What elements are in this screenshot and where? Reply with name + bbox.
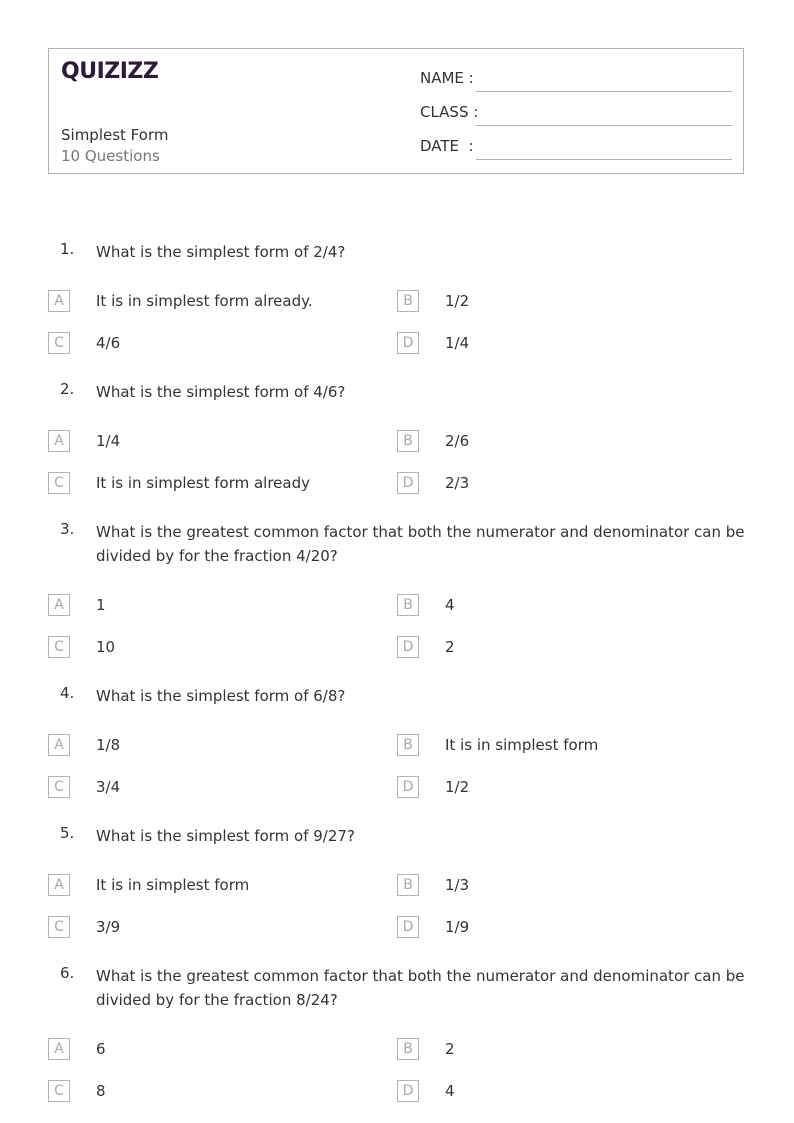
option-text: It is in simplest form already. xyxy=(96,292,313,310)
option-letter-box: A xyxy=(48,1038,70,1060)
option-letter-box: B xyxy=(397,1038,419,1060)
option-text: 8 xyxy=(96,1082,106,1100)
worksheet-title: Simplest Form xyxy=(61,126,169,144)
option-text: 3/9 xyxy=(96,918,121,936)
option-letter-box: C xyxy=(48,472,70,494)
option-text: 1 xyxy=(96,596,106,614)
option-letter-box: D xyxy=(397,1080,419,1102)
option-text: It is in simplest form xyxy=(445,736,599,754)
option-letter-box: D xyxy=(397,332,419,354)
option-text: 6 xyxy=(96,1040,106,1058)
quizizz-logo: QUIZIZZ xyxy=(61,59,159,84)
option-letter-box: C xyxy=(48,332,70,354)
question-number: 5. xyxy=(60,824,75,842)
date-label: DATE : xyxy=(420,137,474,155)
option-text: 2/6 xyxy=(445,432,470,450)
option-letter-box: C xyxy=(48,776,70,798)
option-text: 10 xyxy=(96,638,116,656)
option-letter-box: C xyxy=(48,1080,70,1102)
date-field[interactable] xyxy=(420,137,732,161)
option-letter-box: D xyxy=(397,636,419,658)
name-line xyxy=(476,91,732,92)
question-count: 10 Questions xyxy=(61,147,160,165)
option-letter-box: B xyxy=(397,874,419,896)
question-number: 2. xyxy=(60,380,75,398)
class-field[interactable] xyxy=(420,103,732,127)
question-text: What is the simplest form of 2/4? xyxy=(96,243,346,261)
option-letter-box: D xyxy=(397,472,419,494)
worksheet-header xyxy=(48,48,744,174)
option-letter-box: A xyxy=(48,874,70,896)
option-text: 4/6 xyxy=(96,334,121,352)
option-text: 1/2 xyxy=(445,292,470,310)
option-text: It is in simplest form already xyxy=(96,474,310,492)
option-letter-box: C xyxy=(48,916,70,938)
option-text: 3/4 xyxy=(96,778,121,796)
class-line xyxy=(476,125,732,126)
question-text: What is the simplest form of 4/6? xyxy=(96,383,346,401)
option-letter-box: A xyxy=(48,734,70,756)
option-letter-box: B xyxy=(397,290,419,312)
option-letter-box: B xyxy=(397,734,419,756)
option-text: 1/4 xyxy=(445,334,470,352)
question-number: 1. xyxy=(60,240,75,258)
option-letter-box: D xyxy=(397,916,419,938)
option-letter-box: B xyxy=(397,430,419,452)
option-text: 2 xyxy=(445,1040,455,1058)
option-letter-box: A xyxy=(48,430,70,452)
date-line xyxy=(476,159,732,160)
option-letter-box: A xyxy=(48,290,70,312)
question-text: What is the simplest form of 9/27? xyxy=(96,827,355,845)
option-text: 1/4 xyxy=(96,432,121,450)
option-letter-box: C xyxy=(48,636,70,658)
class-label: CLASS : xyxy=(420,103,479,121)
question-number: 4. xyxy=(60,684,75,702)
option-text: 2 xyxy=(445,638,455,656)
question-number: 3. xyxy=(60,520,75,538)
option-text: 1/8 xyxy=(96,736,121,754)
option-text: 4 xyxy=(445,1082,455,1100)
option-letter-box: B xyxy=(397,594,419,616)
question-number: 6. xyxy=(60,964,75,982)
option-letter-box: A xyxy=(48,594,70,616)
option-text: 1/9 xyxy=(445,918,470,936)
question-text: What is the greatest common factor that both the numerator and denominator can be divided by for the fraction 8/24? xyxy=(96,967,745,1009)
name-label: NAME : xyxy=(420,69,474,87)
option-text: 2/3 xyxy=(445,474,470,492)
option-text: 1/2 xyxy=(445,778,470,796)
option-letter-box: D xyxy=(397,776,419,798)
name-field[interactable] xyxy=(420,69,732,93)
option-text: It is in simplest form xyxy=(96,876,250,894)
option-text: 4 xyxy=(445,596,455,614)
question-text: What is the simplest form of 6/8? xyxy=(96,687,346,705)
question-text: What is the greatest common factor that both the numerator and denominator can be divided by for the fraction 4/20? xyxy=(96,523,745,565)
option-text: 1/3 xyxy=(445,876,470,894)
